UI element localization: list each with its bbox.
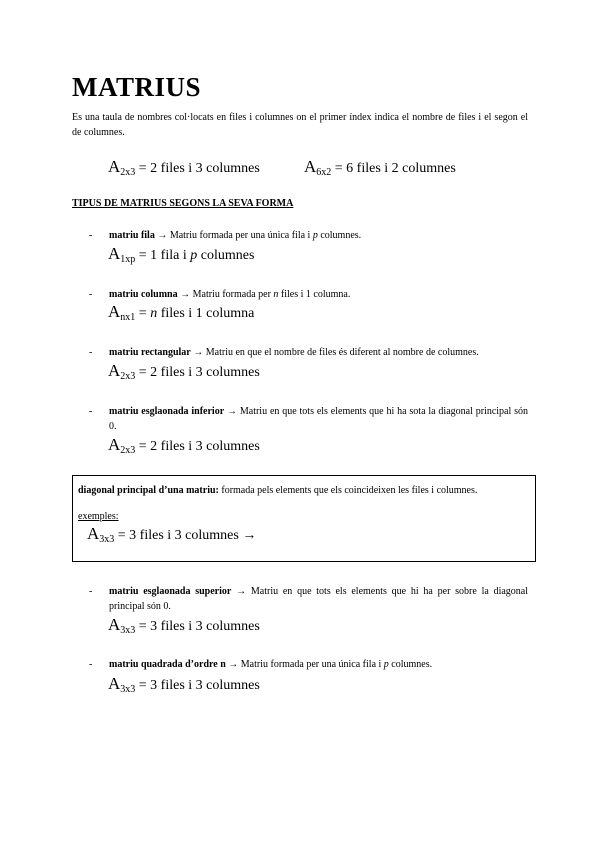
box-definition: diagonal principal d’una matriu: formada pels elements que els coincideixen les files i columnes. [78,485,478,496]
definition-box [72,475,536,562]
bullet-dash: - [89,289,93,300]
example-matrix-a: $A_{2x3} = 2$ files i 3 columnes [108,157,260,178]
intro-paragraph: Es una taula de nombres col·locats en files i columnes on el primer índex indica el nombre de files i el segon el de columnes. [72,112,528,138]
matrix-example: $A_{2x3} = 2$ files i 3 columnes [108,361,260,382]
matrix-example: $A_{nx1} = n$ files i 1 columna [108,302,255,323]
item-matriu-columna: matriu columna → Matriu formada per n files i 1 columna. [109,289,351,300]
matrix-example: $A_{2x3} = 2$ files i 3 columnes [108,435,260,456]
bullet-dash: - [89,406,93,417]
examples-label: exemples: [78,511,119,522]
item-matriu-quadrada: matriu quadrada d’ordre n → Matriu formada per una única fila i p columnes. [109,659,433,670]
item-matriu-fila: matriu fila → Matriu formada per una única fila i p columnes. [109,230,362,241]
page-title: MATRIUS [72,72,202,102]
example-matrix-b: $A_{6x2} = 6$ files i 2 columnes [304,157,456,178]
matrix-example: $A_{1xp} = 1$ fila i p columnes [108,244,255,265]
item-matriu-esglaonada-superior: matriu esglaonada superior → Matriu en que tots els elements que hi ha per sobre la diagonal principal són 0. [109,586,529,612]
item-matriu-esglaonada-inferior: matriu esglaonada inferior → Matriu en que tots els elements que hi ha sota la diagonal principal són 0. [109,406,529,432]
bullet-dash: - [89,230,93,241]
matrix-example: $A_{3x3} = 3$ files i 3 columnes [108,615,260,636]
matrix-example: $A_{3x3} = 3$ files i 3 columnes [108,674,260,695]
section-heading: TIPUS DE MATRIUS SEGONS LA SEVA FORMA [72,198,294,209]
item-matriu-rectangular: matriu rectangular → Matriu en que el nombre de files és diferent al nombre de columnes. [109,347,479,358]
bullet-dash: - [89,347,93,358]
box-matrix-example: $A_{3x3} = 3$ files i 3 columnes → [87,524,257,545]
bullet-dash: - [89,586,93,597]
bullet-dash: - [89,659,93,670]
